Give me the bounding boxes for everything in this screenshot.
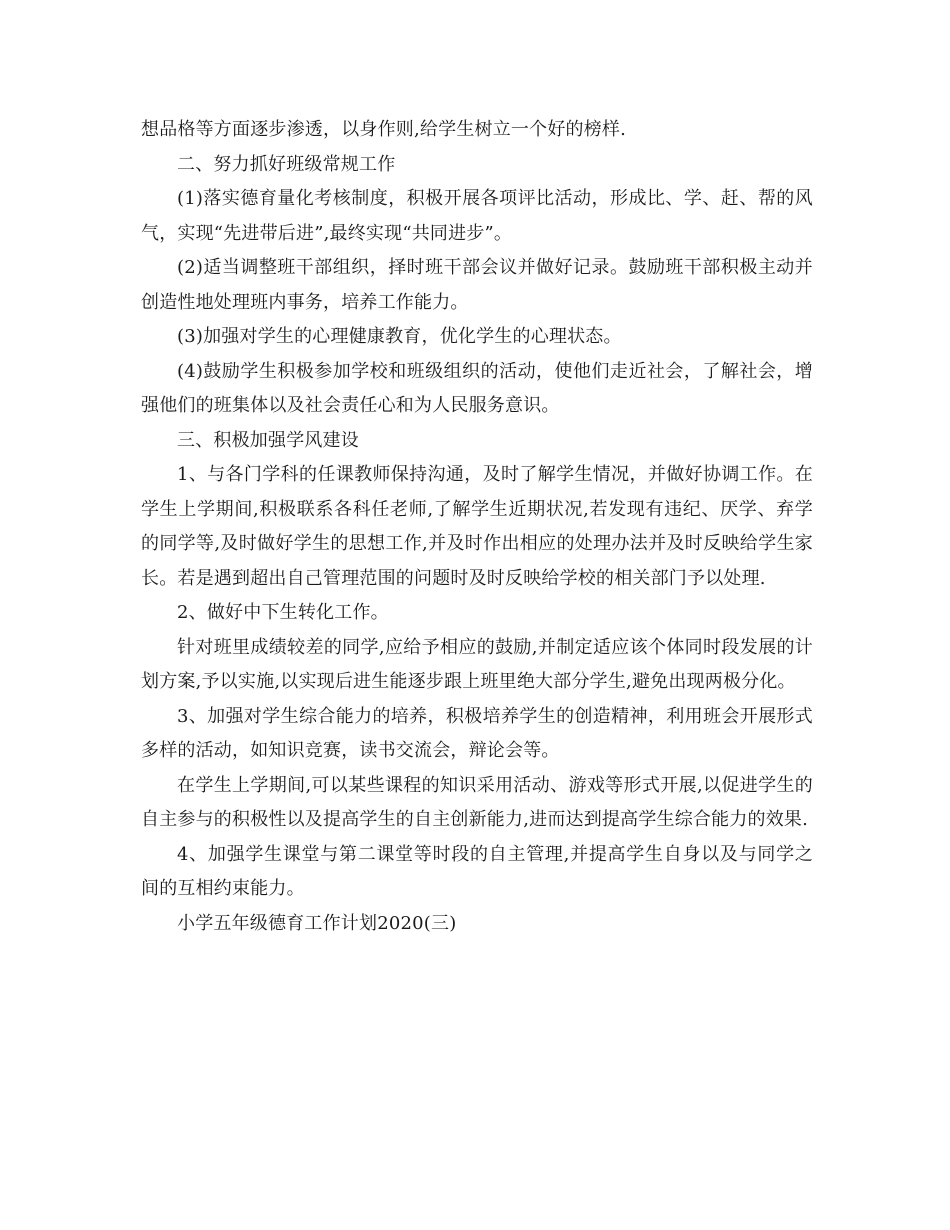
paragraph-item-3: (3)加强对学生的心理健康教育，优化学生的心理状态。 [177,326,622,347]
paragraph-point-4: 4、加强学生课堂与第二课堂等时段的自主管理,并提高学生自身以及与同学之间的互相约束能力。 [141,843,813,899]
paragraph-point-3-detail: 在学生上学期间,可以某些课程的知识采用活动、游戏等形式开展,以促进学生的自主参与的积极性以及提高学生的自主创新能力,进而达到提高学生综合能力的效果. [141,774,813,830]
paragraph-item-4: (4)鼓励学生积极参加学校和班级组织的活动，使他们走近社会，了解社会，增强他们的班集体以及社会责任心和为人民服务意识。 [141,360,813,416]
next-section-title: 小学五年级德育工作计划2020(三) [177,912,457,934]
paragraph-point-3: 3、加强对学生综合能力的培养，积极培养学生的创造精神，利用班会开展形式多样的活动，如知识竞赛，读书交流会，辩论会等。 [141,705,813,761]
paragraph-item-2: (2)适当调整班干部组织，择时班干部会议并做好记录。鼓励班干部积极主动并创造性地处理班内事务，培养工作能力。 [141,257,813,313]
paragraph-item-1: (1)落实德育量化考核制度，积极开展各项评比活动，形成比、学、赶、帮的风气，实现“先进带后进”,最终实现“共同进步”。 [141,188,813,244]
paragraph-point-2: 2、做好中下生转化工作。 [177,602,389,623]
paragraph-point-2-detail: 针对班里成绩较差的同学,应给予相应的鼓励,并制定适应该个体同时段发展的计划方案,予以实施,以实现后进生能逐步跟上班里绝大部分学生,避免出现两极分化。 [141,636,813,692]
paragraph-continuation: 想品格等方面逐步渗透，以身作则,给学生树立一个好的榜样. [141,119,627,140]
paragraph-point-1: 1、与各门学科的任课教师保持沟通，及时了解学生情况，并做好协调工作。在学生上学期间,积极联系各科任老师,了解学生近期状况,若发现有违纪、厌学、弃学的同学等,及时做好学生的思想工作,并及时作出相应的处理办法并及时反映给学生家长。若是遇到超出自己管理范围的问题时及时反映给学校的相关部门予以处理. [141,464,813,589]
section-heading-2: 二、努力抓好班级常规工作 [177,153,396,175]
section-heading-3: 三、积极加强学风建设 [177,429,359,451]
document-body [141,113,813,941]
